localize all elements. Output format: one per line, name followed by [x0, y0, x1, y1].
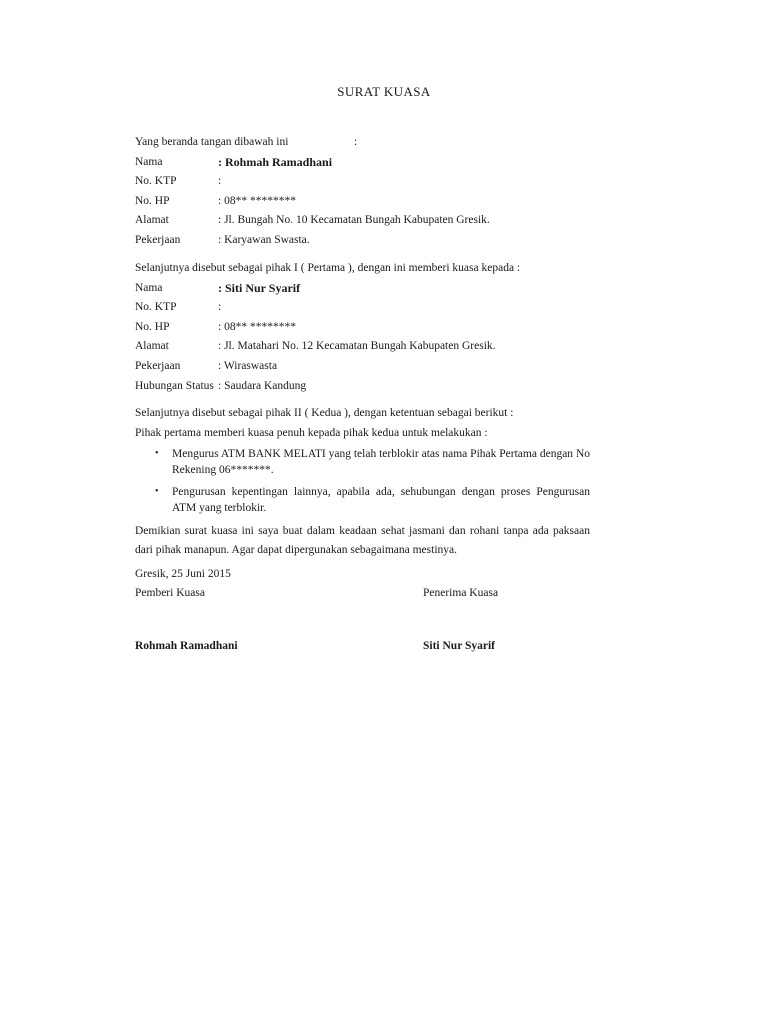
- field-value: : Rohmah Ramadhani: [218, 154, 333, 169]
- place-date: Gresik, 25 Juni 2015: [135, 568, 231, 580]
- list-item-text: Mengurus ATM BANK MELATI yang telah terblokir atas nama Pihak Pertama dengan No Rekening 06*******.: [172, 447, 590, 477]
- field-label: Pekerjaan: [135, 359, 181, 372]
- field-label: Pekerjaan: [135, 233, 181, 246]
- intro-text: Yang beranda tangan dibawah ini: [135, 136, 289, 148]
- transition-one: Selanjutnya disebut sebagai pihak I ( Pertama ), dengan ini memberi kuasa kepada :: [135, 262, 521, 274]
- field-label: No. KTP: [135, 301, 177, 314]
- field-value: : Karyawan Swasta.: [218, 233, 310, 246]
- receiver-name: Siti Nur Syarif: [423, 640, 495, 652]
- field-label: No. KTP: [135, 175, 177, 188]
- giver-label: Pemberi Kuasa: [135, 587, 205, 599]
- list-item: [135, 484, 590, 517]
- field-label: Nama: [135, 155, 163, 168]
- party-two-relation-row: [135, 377, 590, 397]
- party-two-address-row: [135, 337, 590, 357]
- field-value: : Saudara Kandung: [218, 379, 307, 392]
- party-one-name-row: [135, 153, 590, 173]
- authority-list: [135, 446, 590, 517]
- field-value: :: [218, 301, 222, 314]
- field-label: Alamat: [135, 340, 169, 353]
- closing-paragraph: Demikian surat kuasa ini saya buat dalam keadaan sehat jasmani dan rohani tanpa ada paksaan dari pihak manapun. Agar dapat dipergunakan sebagaimana mestinya.: [135, 524, 590, 556]
- field-label: Hubungan Status: [135, 379, 214, 392]
- giver-name: Rohmah Ramadhani: [135, 640, 238, 652]
- party-one-ktp-row: [135, 172, 590, 192]
- field-label: Alamat: [135, 214, 169, 227]
- list-item-text: Pengurusan kepentingan lainnya, apabila ada, sehubungan dengan proses Pengurusan ATM yang terblokir.: [172, 485, 590, 515]
- field-label: No. HP: [135, 320, 170, 333]
- bullet: •: [155, 485, 159, 497]
- party-one-job-row: [135, 231, 590, 251]
- field-value: : Siti Nur Syarif: [218, 280, 301, 295]
- party-one-address-row: [135, 211, 590, 231]
- field-value: : Wiraswasta: [218, 359, 278, 372]
- terms-section: [135, 404, 590, 560]
- field-value: : Jl. Matahari No. 12 Kecamatan Bungah Kabupaten Gresik.: [218, 340, 496, 353]
- bullet: •: [155, 447, 159, 459]
- field-label: No. HP: [135, 194, 170, 207]
- field-value: : 08** ********: [218, 194, 296, 207]
- intro-line: [135, 133, 590, 153]
- party-two-ktp-row: [135, 298, 590, 318]
- party-two-section: [135, 259, 590, 396]
- intro-colon: :: [354, 136, 358, 148]
- document-title: SURAT KUASA: [337, 84, 431, 99]
- list-item: [135, 446, 590, 479]
- transition-three: Pihak pertama memberi kuasa penuh kepada pihak kedua untuk melakukan :: [135, 426, 488, 439]
- party-one-section: [135, 133, 590, 251]
- party-two-hp-row: [135, 318, 590, 338]
- party-two-job-row: [135, 357, 590, 377]
- party-one-hp-row: [135, 192, 590, 212]
- transition-two: Selanjutnya disebut sebagai pihak II ( Kedua ), dengan ketentuan sebagai berikut :: [135, 407, 514, 419]
- party-two-name-row: [135, 279, 590, 299]
- field-label: Nama: [135, 281, 163, 294]
- field-value: :: [218, 175, 222, 188]
- field-value: : 08** ********: [218, 320, 296, 333]
- receiver-label: Penerima Kuasa: [423, 587, 499, 599]
- field-value: : Jl. Bungah No. 10 Kecamatan Bungah Kabupaten Gresik.: [218, 214, 490, 227]
